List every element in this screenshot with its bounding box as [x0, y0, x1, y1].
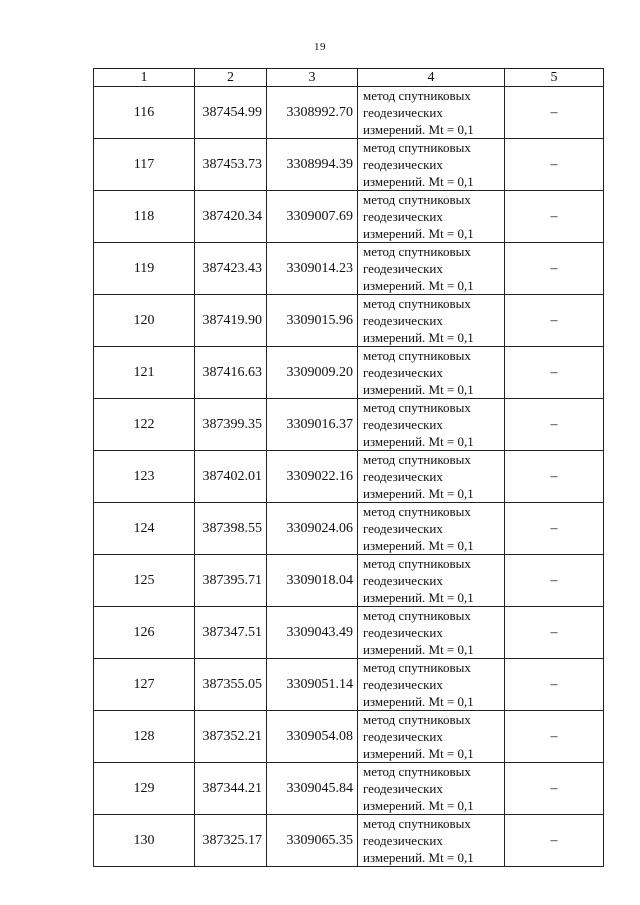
table-row: [94, 711, 604, 763]
point-number: 123: [94, 451, 195, 503]
x-coordinate: 387398.55: [195, 503, 267, 555]
page-number: 19: [314, 41, 326, 53]
x-coordinate: 387355.05: [195, 659, 267, 711]
empty-value-dash: –: [505, 503, 604, 555]
method-line-1: метод спутниковых: [363, 348, 471, 363]
column-header: 2: [195, 69, 267, 87]
empty-value-dash: –: [505, 607, 604, 659]
method-line-1: метод спутниковых: [363, 660, 471, 675]
y-coordinate: 3309065.35: [267, 815, 358, 867]
method-line-1: метод спутниковых: [363, 140, 471, 155]
empty-value-dash: –: [505, 139, 604, 191]
empty-value-dash: –: [505, 399, 604, 451]
empty-value-dash: –: [505, 451, 604, 503]
point-number: 122: [94, 399, 195, 451]
y-coordinate: 3309045.84: [267, 763, 358, 815]
x-coordinate: 387399.35: [195, 399, 267, 451]
table-row: [94, 295, 604, 347]
table-row: [94, 815, 604, 867]
table-header-row: [94, 69, 604, 87]
empty-value-dash: –: [505, 243, 604, 295]
table-row: [94, 503, 604, 555]
y-coordinate: 3309043.49: [267, 607, 358, 659]
method-line-1: метод спутниковых: [363, 400, 471, 415]
method-line-3: измерений. Mt = 0,1: [363, 122, 474, 137]
method-line-3: измерений. Mt = 0,1: [363, 226, 474, 241]
method-line-3: измерений. Mt = 0,1: [363, 330, 474, 345]
y-coordinate: 3309054.08: [267, 711, 358, 763]
method-line-2: геодезических: [363, 209, 443, 224]
method-line-2: геодезических: [363, 417, 443, 432]
method-line-3: измерений. Mt = 0,1: [363, 746, 474, 761]
method-description: [358, 607, 505, 659]
method-description: [358, 139, 505, 191]
y-coordinate: 3309016.37: [267, 399, 358, 451]
point-number: 120: [94, 295, 195, 347]
table-row: [94, 87, 604, 139]
method-line-1: метод спутниковых: [363, 452, 471, 467]
x-coordinate: 387325.17: [195, 815, 267, 867]
point-number: 117: [94, 139, 195, 191]
table-row: [94, 243, 604, 295]
table-row: [94, 763, 604, 815]
table-row: [94, 191, 604, 243]
empty-value-dash: –: [505, 347, 604, 399]
point-number: 130: [94, 815, 195, 867]
method-line-2: геодезических: [363, 261, 443, 276]
method-line-2: геодезических: [363, 833, 443, 848]
method-line-2: геодезических: [363, 365, 443, 380]
method-line-2: геодезических: [363, 469, 443, 484]
x-coordinate: 387347.51: [195, 607, 267, 659]
method-line-2: геодезических: [363, 729, 443, 744]
method-line-2: геодезических: [363, 105, 443, 120]
point-number: 129: [94, 763, 195, 815]
empty-value-dash: –: [505, 815, 604, 867]
method-line-1: метод спутниковых: [363, 88, 471, 103]
empty-value-dash: –: [505, 295, 604, 347]
method-line-3: измерений. Mt = 0,1: [363, 642, 474, 657]
method-line-1: метод спутниковых: [363, 296, 471, 311]
method-description: [358, 295, 505, 347]
x-coordinate: 387402.01: [195, 451, 267, 503]
table-body: [94, 87, 604, 867]
method-line-3: измерений. Mt = 0,1: [363, 850, 474, 865]
y-coordinate: 3309009.20: [267, 347, 358, 399]
empty-value-dash: –: [505, 555, 604, 607]
y-coordinate: 3309024.06: [267, 503, 358, 555]
method-description: [358, 659, 505, 711]
method-description: [358, 87, 505, 139]
method-line-2: геодезических: [363, 157, 443, 172]
x-coordinate: 387423.43: [195, 243, 267, 295]
method-line-1: метод спутниковых: [363, 192, 471, 207]
method-line-3: измерений. Mt = 0,1: [363, 382, 474, 397]
method-line-3: измерений. Mt = 0,1: [363, 590, 474, 605]
method-description: [358, 347, 505, 399]
table-row: [94, 399, 604, 451]
y-coordinate: 3309007.69: [267, 191, 358, 243]
method-description: [358, 815, 505, 867]
method-line-3: измерений. Mt = 0,1: [363, 174, 474, 189]
y-coordinate: 3308994.39: [267, 139, 358, 191]
empty-value-dash: –: [505, 659, 604, 711]
method-description: [358, 555, 505, 607]
y-coordinate: 3309022.16: [267, 451, 358, 503]
method-description: [358, 763, 505, 815]
empty-value-dash: –: [505, 87, 604, 139]
method-line-2: геодезических: [363, 781, 443, 796]
point-number: 118: [94, 191, 195, 243]
y-coordinate: 3309014.23: [267, 243, 358, 295]
method-description: [358, 243, 505, 295]
y-coordinate: 3309051.14: [267, 659, 358, 711]
point-number: 121: [94, 347, 195, 399]
x-coordinate: 387453.73: [195, 139, 267, 191]
method-line-3: измерений. Mt = 0,1: [363, 694, 474, 709]
method-line-1: метод спутниковых: [363, 608, 471, 623]
y-coordinate: 3309015.96: [267, 295, 358, 347]
table-row: [94, 451, 604, 503]
x-coordinate: 387395.71: [195, 555, 267, 607]
method-line-1: метод спутниковых: [363, 244, 471, 259]
method-line-1: метод спутниковых: [363, 764, 471, 779]
method-line-1: метод спутниковых: [363, 504, 471, 519]
point-number: 116: [94, 87, 195, 139]
method-line-3: измерений. Mt = 0,1: [363, 278, 474, 293]
method-description: [358, 451, 505, 503]
method-line-1: метод спутниковых: [363, 556, 471, 571]
method-line-3: измерений. Mt = 0,1: [363, 798, 474, 813]
method-line-2: геодезических: [363, 625, 443, 640]
method-description: [358, 503, 505, 555]
method-line-2: геодезических: [363, 677, 443, 692]
coordinates-table: [93, 68, 604, 867]
column-header: 4: [358, 69, 505, 87]
table-row: [94, 555, 604, 607]
column-header: 3: [267, 69, 358, 87]
table-row: [94, 139, 604, 191]
x-coordinate: 387344.21: [195, 763, 267, 815]
method-line-2: геодезических: [363, 313, 443, 328]
method-line-3: измерений. Mt = 0,1: [363, 486, 474, 501]
x-coordinate: 387352.21: [195, 711, 267, 763]
point-number: 127: [94, 659, 195, 711]
x-coordinate: 387454.99: [195, 87, 267, 139]
table-row: [94, 347, 604, 399]
method-line-3: измерений. Mt = 0,1: [363, 538, 474, 553]
method-line-1: метод спутниковых: [363, 712, 471, 727]
point-number: 124: [94, 503, 195, 555]
point-number: 119: [94, 243, 195, 295]
point-number: 126: [94, 607, 195, 659]
table-row: [94, 607, 604, 659]
method-line-1: метод спутниковых: [363, 816, 471, 831]
y-coordinate: 3309018.04: [267, 555, 358, 607]
method-line-2: геодезических: [363, 573, 443, 588]
method-line-2: геодезических: [363, 521, 443, 536]
method-description: [358, 191, 505, 243]
table-row: [94, 659, 604, 711]
column-header: 5: [505, 69, 604, 87]
point-number: 125: [94, 555, 195, 607]
method-line-3: измерений. Mt = 0,1: [363, 434, 474, 449]
y-coordinate: 3308992.70: [267, 87, 358, 139]
column-header: 1: [94, 69, 195, 87]
empty-value-dash: –: [505, 711, 604, 763]
point-number: 128: [94, 711, 195, 763]
x-coordinate: 387420.34: [195, 191, 267, 243]
method-description: [358, 399, 505, 451]
empty-value-dash: –: [505, 191, 604, 243]
empty-value-dash: –: [505, 763, 604, 815]
method-description: [358, 711, 505, 763]
x-coordinate: 387416.63: [195, 347, 267, 399]
x-coordinate: 387419.90: [195, 295, 267, 347]
